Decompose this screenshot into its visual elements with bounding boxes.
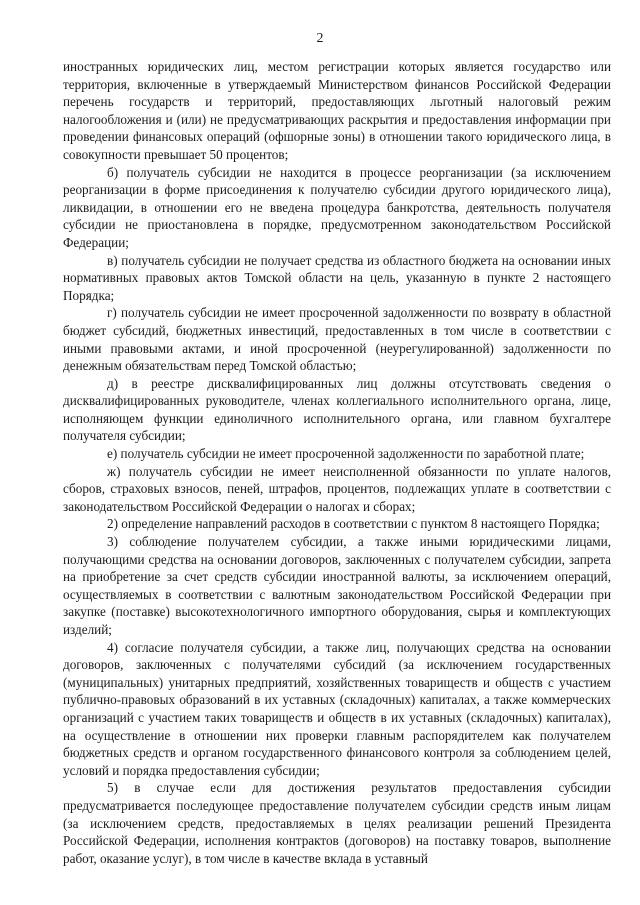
paragraph-item-d: д) в реестре дисквалифицированных лиц должны отсутствовать сведения о дисквалифицированных руководителе, членах коллегиального исполнительного органа, лице, исполняющем функции единоличного исполнительного органа, или главном бухгалтере получателя субсидии; (63, 375, 611, 444)
paragraph-item-zh: ж) получатель субсидии не имеет неисполненной обязанности по уплате налогов, сборов, страховых взносов, пеней, штрафов, процентов, подлежащих уплате в соответствии с законодательством Российской Федерации о налогах и сборах; (63, 463, 611, 514)
paragraph-continuation: иностранных юридических лиц, местом регистрации которых является государство или территория, включенные в утверждаемый Министерством финансов Российской Федерации перечень государств и территорий, предоставляющих льготный налоговый режим налогообложения и (или) не предусматривающих раскрытия и предоставления информации при проведении финансовых операций (офшорные зоны) в отношении такого юридического лица, в совокупности превышает 50 процентов; (63, 59, 611, 162)
paragraph-item-v: в) получатель субсидии не получает средства из областного бюджета на основании иных нормативных правовых актов Томской области на цель, указанную в пункте 2 настоящего Порядка; (63, 252, 611, 303)
paragraph-item-e: е) получатель субсидии не имеет просроченной задолженности по заработной плате; (107, 446, 585, 462)
paragraph-item-3: 3) соблюдение получателем субсидии, а также иными юридическими лицами, получающими средства на основании договоров, заключенных с получателем субсидии, запрета на приобретение за счет средств субсидии иностранной валюты, за исключением операций, осуществляемых в соответствии с валютным законодательством Российской Федерации при закупке (поставке) высокотехнологичного импортного оборудования, сырья и комплектующих изделий; (63, 534, 611, 637)
document-body (63, 58, 611, 867)
page-number: 2 (316, 31, 324, 46)
paragraph-item-5: 5) в случае если для достижения результатов предоставления субсидии предусматривается последующее предоставление получателем субсидии средств иным лицам (за исключением средств, предоставляемых в целях реализации решений Президента Российской Федерации, исполнения контрактов (договоров) на поставку товаров, выполнение работ, оказание услуг), в том числе в качестве вклада в уставный (63, 780, 611, 866)
paragraph-item-g: г) получатель субсидии не имеет просроченной задолженности по возврату в областной бюджет субсидий, бюджетных инвестиций, предоставленных в том числе в соответствии с иными правовыми актами, и иной просроченной (неурегулированной) задолженности по денежным обязательствам перед Томской областью; (63, 305, 611, 374)
paragraph-item-2: 2) определение направлений расходов в соответствии с пунктом 8 настоящего Порядка; (107, 516, 600, 532)
paragraph-item-4: 4) согласие получателя субсидии, а также лиц, получающих средства на основании договоров, заключенных с получателями субсидий (за исключением государственных (муниципальных) унитарных предприятий, хозяйственных товариществ и обществ с участием публично-правовых образований в их уставных (складочных) капиталах, а также коммерческих организаций с участием таких товариществ и обществ в их уставных (складочных) капиталах), на осуществление в отношении них проверки главным распорядителем как получателем бюджетных средств и органом государственного финансового контроля за соблюдением целей, условий и порядка предоставления субсидии; (63, 639, 611, 778)
paragraph-item-b: б) получатель субсидии не находится в процессе реорганизации (за исключением реорганизации в форме присоединения к получателю субсидии другого юридического лица), ликвидации, в отношении его не введена процедура банкротства, деятельность получателя субсидии не приостановлена в порядке, предусмотренном законодательством Российской Федерации; (63, 164, 611, 250)
